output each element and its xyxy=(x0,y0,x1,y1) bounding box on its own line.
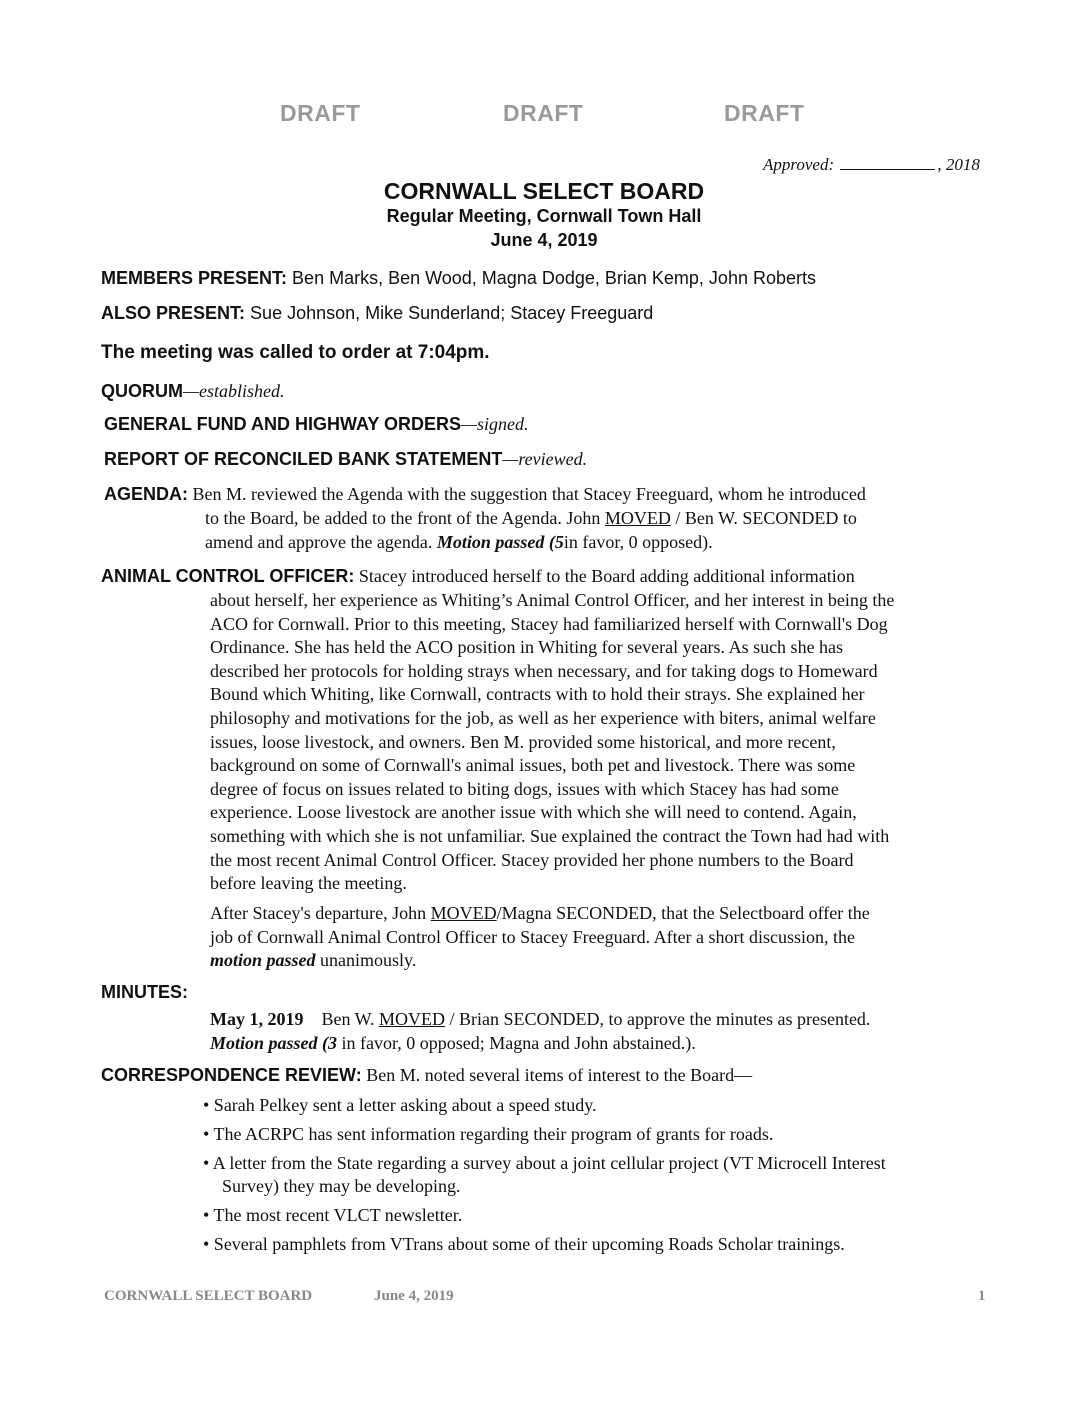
approved-line xyxy=(763,155,980,175)
general-fund-item xyxy=(104,414,529,435)
agenda-moved: MOVED xyxy=(604,508,671,528)
aco-line: Ordinance. She has held the ACO position in Whiting for several years. As such she has xyxy=(210,637,844,658)
aco-p2-line-3 xyxy=(210,949,870,973)
members-present xyxy=(101,268,816,289)
correspondence-label: CORRESPONDENCE REVIEW: xyxy=(101,1065,362,1085)
minutes-line-1-a: Ben W. xyxy=(321,1009,380,1029)
quorum-value: —established. xyxy=(183,381,285,401)
approved-blank xyxy=(840,155,935,170)
list-item: • A letter from the State regarding a survey about a joint cellular project (VT Microcell Interest xyxy=(203,1153,886,1173)
approved-label: Approved: xyxy=(763,155,835,174)
quorum-label: QUORUM xyxy=(101,381,183,401)
aco-line: experience. Loose livestock are another issue with which she will need to contend. Again, xyxy=(210,802,857,823)
aco-line: degree of focus on issues related to biting dogs, issues with which Stacey has had some xyxy=(210,778,839,799)
document-title: CORNWALL SELECT BOARD xyxy=(383,178,705,204)
minutes-date: May 1, 2019 xyxy=(210,1009,304,1029)
aco-p2-line-1-b: /Magna SECONDED, that the Selectboard offer the xyxy=(496,903,870,923)
aco-motion: motion passed xyxy=(210,950,316,971)
aco-p2-line-1 xyxy=(210,902,870,926)
document-subtitle: Regular Meeting, Cornwall Town Hall xyxy=(386,206,702,226)
minutes-moved: MOVED xyxy=(379,1009,446,1029)
aco-line: about herself, her experience as Whiting’s Animal Control Officer, and her interest in being the xyxy=(210,590,895,610)
minutes-line-1-b: / Brian SECONDED, to approve the minutes as presented. xyxy=(445,1009,871,1029)
aco-line: the most recent Animal Control Officer. Stacey provided her phone numbers to the Board xyxy=(210,849,854,870)
aco-label: ANIMAL CONTROL OFFICER: xyxy=(101,566,355,586)
aco-first-text: Stacey introduced herself to the Board adding additional information xyxy=(358,566,855,586)
also-names: Sue Johnson, Mike Sunderland; Stacey Freeguard xyxy=(250,303,654,323)
members-names: Ben Marks, Ben Wood, Magna Dodge, Brian Kemp, John Roberts xyxy=(292,268,816,288)
agenda-line-2-b: / Ben W. SECONDED to xyxy=(670,508,857,528)
list-item: • The most recent VLCT newsletter. xyxy=(203,1205,463,1225)
bank-value: —reviewed. xyxy=(502,449,588,469)
list-item: • Sarah Pelkey sent a letter asking about a speed study. xyxy=(203,1095,597,1115)
bank-label: REPORT OF RECONCILED BANK STATEMENT xyxy=(104,449,503,469)
quorum-item xyxy=(101,381,285,402)
aco-line: something with which she is not unfamiliar. Sue explained the contract the Town had had with xyxy=(210,825,890,846)
meeting-date: June 4, 2019 xyxy=(490,230,598,250)
general-fund-value: —signed. xyxy=(461,414,529,434)
draft-watermark: DRAFT xyxy=(503,100,584,126)
approved-year: , 2018 xyxy=(937,155,980,174)
correspondence-list xyxy=(203,1094,886,1256)
draft-watermarks xyxy=(0,100,1088,132)
agenda-label: AGENDA: xyxy=(104,484,188,504)
aco-p2-line-1-a: After Stacey's departure, John xyxy=(210,903,431,923)
list-item: Survey) they may be developing. xyxy=(222,1176,461,1196)
agenda-line-3 xyxy=(205,531,857,555)
aco-line: described her protocols for holding strays when necessary, and for taking dogs to Homeward xyxy=(210,660,878,681)
list-item: • Several pamphlets from VTrans about some of their upcoming Roads Scholar trainings. xyxy=(203,1234,845,1254)
page-number: 1 xyxy=(978,1288,986,1304)
aco-paragraph xyxy=(210,589,894,896)
aco-line: ACO for Cornwall. Prior to this meeting, Stacey had familiarized herself with Cornwall's Dog xyxy=(210,613,888,634)
aco-line: philosophy and motivations for the job, as well as her experience with biters, animal welfare xyxy=(210,707,876,728)
correspondence-first-line xyxy=(101,1065,752,1086)
aco-first-line xyxy=(101,566,855,587)
bank-statement-item xyxy=(104,449,587,470)
list-item: • The ACRPC has sent information regarding their program of grants for roads. xyxy=(203,1124,774,1144)
members-label: MEMBERS PRESENT: xyxy=(101,268,288,288)
agenda-line-1: Ben M. reviewed the Agenda with the suggestion that Stacey Freeguard, whom he introduced xyxy=(192,484,866,504)
agenda-continuation xyxy=(205,507,857,554)
agenda-line-2-a: to the Board, be added to the front of the Agenda. John xyxy=(205,508,605,528)
minutes-label: MINUTES: xyxy=(101,982,188,1002)
agenda-line-3-b: in favor, 0 opposed). xyxy=(563,531,713,552)
aco-line: issues, loose livestock, and owners. Ben M. provided some historical, and more recent, xyxy=(210,731,836,752)
minutes-line-2-b: in favor, 0 opposed; Magna and John abstained.). xyxy=(337,1032,696,1053)
agenda-line-2 xyxy=(205,507,857,531)
aco-paragraph-2 xyxy=(210,902,870,973)
agenda-line-3-a: amend and approve the agenda. xyxy=(205,531,437,552)
aco-line: background on some of Cornwall's animal issues, both pet and livestock. There was some xyxy=(210,755,856,776)
agenda-first-line xyxy=(104,484,866,505)
agenda-motion: Motion passed (5 xyxy=(436,531,564,552)
general-fund-label: GENERAL FUND AND HIGHWAY ORDERS xyxy=(104,414,462,434)
also-label: ALSO PRESENT: xyxy=(101,303,246,323)
aco-moved: MOVED xyxy=(430,903,497,923)
minutes-line-1 xyxy=(210,1008,870,1032)
footer-title: CORNWALL SELECT BOARD xyxy=(104,1288,313,1304)
minutes-paragraph xyxy=(210,1008,870,1055)
aco-line: before leaving the meeting. xyxy=(210,873,407,894)
also-present xyxy=(101,303,653,324)
aco-p2-line-3-b: unanimously. xyxy=(315,950,417,971)
call-to-order: The meeting was called to order at 7:04pm. xyxy=(101,342,490,363)
aco-line: Bound which Whiting, like Cornwall, contracts with to hold their strays. She explained her xyxy=(210,684,865,705)
draft-watermark: DRAFT xyxy=(724,100,805,126)
footer-date: June 4, 2019 xyxy=(374,1288,454,1304)
correspondence-intro: Ben M. noted several items of interest to the Board— xyxy=(366,1065,753,1085)
draft-watermark: DRAFT xyxy=(280,100,361,126)
minutes-line-2 xyxy=(210,1032,870,1056)
aco-p2-line-2: job of Cornwall Animal Control Officer to Stacey Freeguard. After a short discussion, the xyxy=(210,926,856,947)
minutes-motion: Motion passed (3 xyxy=(210,1032,338,1053)
